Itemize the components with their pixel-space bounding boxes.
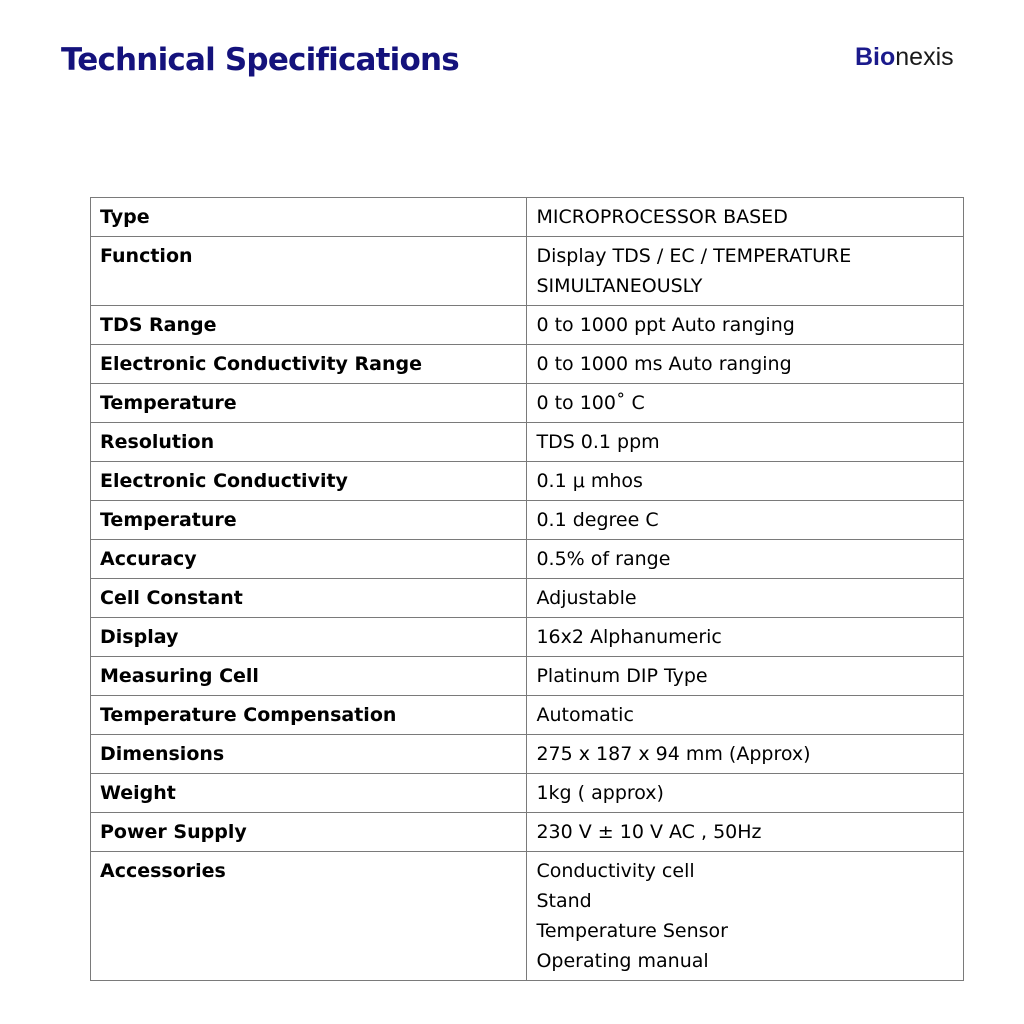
spec-value-line: Stand (536, 890, 592, 912)
spec-label: Accuracy (91, 540, 527, 579)
spec-value-line: MICROPROCESSOR BASED (536, 206, 788, 228)
spec-value (527, 813, 964, 852)
spec-value (527, 540, 964, 579)
spec-row (91, 657, 964, 696)
spec-value-line: Temperature Sensor (536, 920, 728, 942)
spec-value-line: 230 V ± 10 V AC , 50Hz (536, 821, 762, 843)
spec-label: Temperature Compensation (91, 696, 527, 735)
spec-table-body (91, 198, 964, 981)
spec-row (91, 735, 964, 774)
spec-row (91, 852, 964, 981)
spec-row (91, 423, 964, 462)
spec-value (527, 735, 964, 774)
spec-value (527, 852, 964, 981)
spec-label: Resolution (91, 423, 527, 462)
spec-label: Power Supply (91, 813, 527, 852)
spec-row (91, 813, 964, 852)
spec-value-line: 0 to 1000 ppt Auto ranging (536, 314, 795, 336)
spec-label: Electronic Conductivity (91, 462, 527, 501)
spec-row (91, 462, 964, 501)
spec-value-line: 16x2 Alphanumeric (536, 626, 722, 648)
spec-value-line: SIMULTANEOUSLY (536, 275, 703, 297)
spec-label: Function (91, 237, 527, 306)
spec-value (527, 198, 964, 237)
brand-logo-secondary: nexis (895, 43, 954, 71)
spec-value-line: 0.5% of range (536, 548, 671, 570)
spec-row (91, 540, 964, 579)
spec-row (91, 237, 964, 306)
spec-row (91, 579, 964, 618)
spec-value-line: 0.1 μ mhos (536, 470, 643, 492)
spec-value-line: Operating manual (536, 950, 709, 972)
spec-value (527, 657, 964, 696)
spec-value-line: 0 to 1000 ms Auto ranging (536, 353, 792, 375)
spec-label: Measuring Cell (91, 657, 527, 696)
spec-label: Electronic Conductivity Range (91, 345, 527, 384)
spec-label: Weight (91, 774, 527, 813)
spec-value-line: TDS 0.1 ppm (536, 431, 660, 453)
spec-value (527, 501, 964, 540)
spec-label: Accessories (91, 852, 527, 981)
spec-value-line: 0 to 100˚ C (536, 392, 645, 414)
spec-value-line: Automatic (536, 704, 634, 726)
brand-logo-primary: Bio (855, 43, 896, 71)
spec-value (527, 774, 964, 813)
spec-label: TDS Range (91, 306, 527, 345)
spec-label: Temperature (91, 501, 527, 540)
spec-row (91, 618, 964, 657)
spec-table (90, 197, 964, 981)
spec-label: Cell Constant (91, 579, 527, 618)
spec-value (527, 306, 964, 345)
spec-value-line: Display TDS / EC / TEMPERATURE (536, 245, 852, 267)
spec-row (91, 306, 964, 345)
spec-value (527, 618, 964, 657)
spec-value-line: 0.1 degree C (536, 509, 659, 531)
spec-row (91, 198, 964, 237)
spec-value (527, 462, 964, 501)
spec-row (91, 345, 964, 384)
spec-row (91, 384, 964, 423)
spec-value (527, 423, 964, 462)
spec-value-line: Adjustable (536, 587, 637, 609)
spec-row (91, 774, 964, 813)
spec-label: Temperature (91, 384, 527, 423)
spec-row (91, 696, 964, 735)
spec-value (527, 237, 964, 306)
spec-value-line: Platinum DIP Type (536, 665, 708, 687)
spec-value (527, 579, 964, 618)
spec-row (91, 501, 964, 540)
spec-label: Display (91, 618, 527, 657)
spec-value-line: Conductivity cell (536, 860, 695, 882)
spec-value-line: 275 x 187 x 94 mm (Approx) (536, 743, 811, 765)
spec-value-line: 1kg ( approx) (536, 782, 664, 804)
spec-label: Type (91, 198, 527, 237)
brand-logo (855, 40, 954, 74)
spec-label: Dimensions (91, 735, 527, 774)
page-title: Technical Specifications (61, 42, 459, 78)
spec-value (527, 345, 964, 384)
spec-value (527, 384, 964, 423)
spec-value (527, 696, 964, 735)
